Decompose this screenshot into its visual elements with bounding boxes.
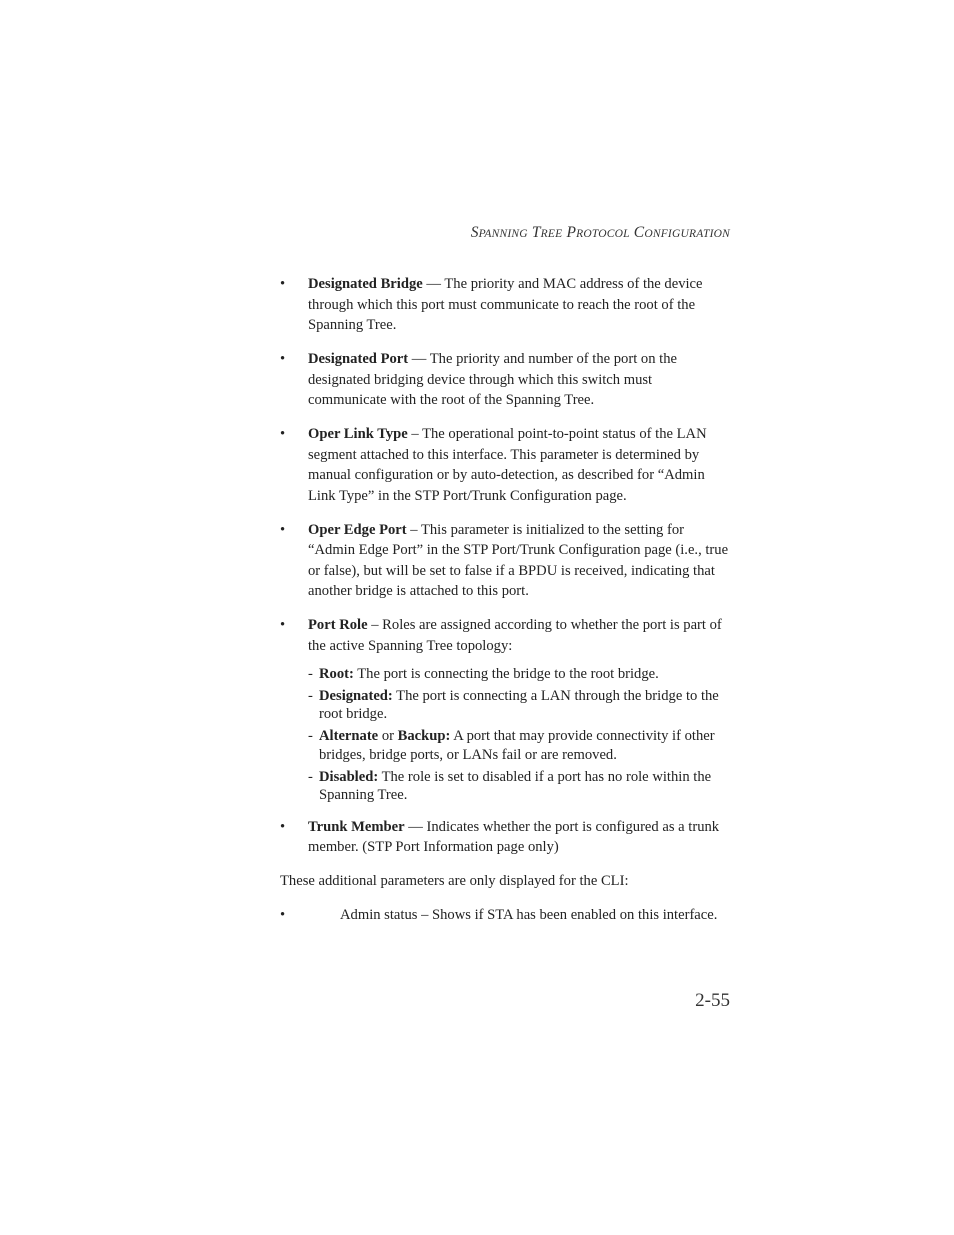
definition: – This parameter is initialized to the setting for “Admin Edge Port” in the STP Port/Trunk Configuration page (i.e., true or false), but will be set to false if a BPDU is received, indicating that another bridge is attached to this port. [308, 521, 729, 599]
header-word-3: PROTOCOL [566, 224, 630, 241]
term-2: Backup: [397, 728, 451, 744]
term: Root: [319, 665, 354, 682]
definition: Admin status – Shows if STA has been enabled on this interface. [340, 907, 718, 923]
definition: — The priority and MAC address of the device through which this port must communicate to reach the root of the Spanning Tree. [308, 276, 703, 333]
sublist-item-designated [308, 687, 732, 724]
bullet-mark: • [280, 351, 286, 367]
sublist-item-alternate-backup [308, 727, 732, 764]
bullet-mark: • [280, 818, 286, 835]
list-item-oper-edge-port [280, 520, 732, 602]
dash-mark: - [308, 728, 313, 744]
port-role-sublist [308, 665, 732, 805]
bullet-mark: • [280, 276, 286, 292]
bullet-mark: • [280, 426, 286, 442]
definition: – The operational point-to-point status of the LAN segment attached to this interface. This parameter is determined by manual configuration or by auto-detection, as described for “Admin Link Type” in the STP Port/Trunk Configuration page. [308, 426, 707, 504]
list-item-admin-status [280, 905, 732, 926]
header-word-4: CONFIGURATION [633, 224, 730, 241]
header-word-1: SPANNING [470, 224, 528, 241]
list-item-designated-port [280, 349, 732, 411]
definition: A port that may provide connectivity if other bridges, bridge ports, or LANs fail or are removed. [319, 728, 715, 763]
definition: The role is set to disabled if a port has no role within the Spanning Tree. [319, 768, 712, 803]
term: Alternate [319, 728, 379, 744]
bullet-mark: • [280, 617, 286, 633]
definition: The port is connecting a LAN through the bridge to the root bridge. [319, 687, 719, 722]
dash-mark: - [308, 768, 313, 785]
dash-mark: - [308, 665, 313, 682]
header-word-2: TREE [531, 224, 563, 241]
term: Disabled: [319, 768, 379, 785]
running-header [471, 224, 730, 242]
term: Trunk Member [308, 818, 405, 835]
term: Oper Edge Port [308, 521, 407, 538]
page-number: 2-55 [695, 990, 730, 1011]
bullet-mark: • [280, 907, 286, 923]
term: Designated Port [308, 351, 409, 367]
list-item-oper-link-type [280, 424, 732, 506]
list-item-trunk-member [280, 817, 732, 858]
term: Designated Bridge [308, 276, 423, 292]
body-content [280, 274, 732, 939]
definition: — The priority and number of the port on the designated bridging device through which this switch must communicate with the root of the Spanning Tree. [308, 351, 677, 408]
definition: The port is connecting the bridge to the root bridge. [353, 665, 659, 682]
sublist-item-disabled [308, 768, 732, 805]
cli-intro-paragraph: These additional parameters are only displayed for the CLI: [280, 873, 629, 889]
definition: — Indicates whether the port is configured as a trunk member. (STP Port Information page only) [308, 818, 720, 855]
connector: or [378, 728, 398, 744]
sublist-item-root [308, 665, 732, 684]
dash-mark: - [308, 687, 313, 704]
term: Oper Link Type [308, 426, 408, 442]
bullet-mark: • [280, 521, 286, 538]
list-item-port-role [280, 615, 732, 656]
definition: – Roles are assigned according to whether the port is part of the active Spanning Tree topology: [308, 617, 722, 654]
list-item-designated-bridge [280, 274, 732, 336]
term: Designated: [319, 687, 393, 704]
term: Port Role [308, 617, 368, 633]
